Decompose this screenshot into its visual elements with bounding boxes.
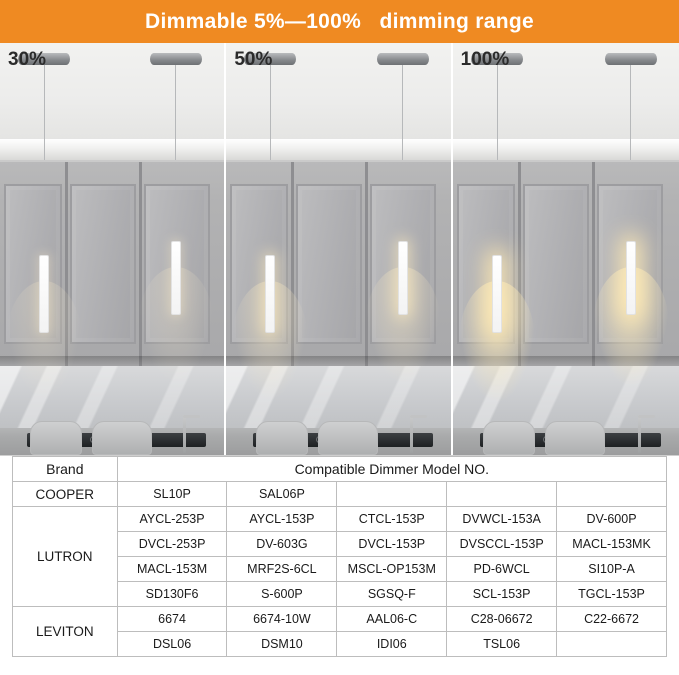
model-cell: IDI06	[337, 632, 447, 657]
model-cell	[337, 482, 447, 507]
model-cell: MSCL-OP153M	[337, 557, 447, 582]
pot	[483, 421, 535, 455]
model-cell	[447, 482, 557, 507]
model-cell: AAL06-C	[337, 607, 447, 632]
marble-backsplash	[0, 366, 224, 428]
model-cell: 6674-10W	[227, 607, 337, 632]
model-cell: PD-6WCL	[447, 557, 557, 582]
model-cell: 6674	[117, 607, 227, 632]
model-cell: CTCL-153P	[337, 507, 447, 532]
model-cell: TSL06	[447, 632, 557, 657]
model-cell	[557, 482, 667, 507]
marble-backsplash	[453, 366, 679, 428]
pot-2	[545, 421, 605, 455]
pendant-lamp-right	[171, 241, 181, 315]
brightness-label-50: 50%	[234, 49, 273, 70]
pot	[30, 421, 82, 455]
page-title: Dimmable 5%—100% dimming range	[145, 9, 534, 33]
lamp-canopy-right	[377, 53, 429, 65]
crown-molding	[453, 139, 679, 161]
header-models: Compatible Dimmer Model NO.	[117, 457, 666, 482]
photo-100	[453, 43, 679, 455]
pendant-lamp-left	[492, 255, 502, 333]
table-row	[13, 482, 667, 507]
header-banner	[0, 0, 679, 43]
model-cell: TGCL-153P	[557, 582, 667, 607]
model-cell: SGSQ-F	[337, 582, 447, 607]
model-cell: SL10P	[117, 482, 227, 507]
brand-lutron: LUTRON	[13, 507, 118, 607]
model-cell: MRF2S-6CL	[227, 557, 337, 582]
model-cell: AYCL-153P	[227, 507, 337, 532]
photo-strip	[0, 43, 679, 456]
kitchen-cabinets	[0, 160, 224, 366]
kitchen-cabinets	[226, 160, 450, 366]
model-cell: DVSCCL-153P	[447, 532, 557, 557]
pendant-lamp-right	[398, 241, 408, 315]
photo-30	[0, 43, 226, 455]
compatible-dimmer-table-wrap	[0, 456, 679, 675]
model-cell: MACL-153M	[117, 557, 227, 582]
brand-cooper: COOPER	[13, 482, 118, 507]
table-row	[13, 507, 667, 532]
model-cell: DVWCL-153A	[447, 507, 557, 532]
model-cell: DV-603G	[227, 532, 337, 557]
model-cell: DVCL-153P	[337, 532, 447, 557]
model-cell: C28-06672	[447, 607, 557, 632]
model-cell: DV-600P	[557, 507, 667, 532]
model-cell: S-600P	[227, 582, 337, 607]
table-row	[13, 607, 667, 632]
model-cell: MACL-153MK	[557, 532, 667, 557]
model-cell: DSL06	[117, 632, 227, 657]
pot-2	[318, 421, 378, 455]
faucet	[638, 415, 641, 453]
brightness-label-30: 30%	[8, 49, 47, 70]
photo-50	[226, 43, 452, 455]
pot	[256, 421, 308, 455]
model-cell: DSM10	[227, 632, 337, 657]
model-cell: SI10P-A	[557, 557, 667, 582]
model-cell: SD130F6	[117, 582, 227, 607]
lamp-canopy-right	[605, 53, 657, 65]
pendant-lamp-right	[626, 241, 636, 315]
model-cell: DVCL-253P	[117, 532, 227, 557]
model-cell: SCL-153P	[447, 582, 557, 607]
model-cell	[557, 632, 667, 657]
brightness-label-100: 100%	[460, 49, 510, 70]
model-cell: AYCL-253P	[117, 507, 227, 532]
brand-leviton: LEVITON	[13, 607, 118, 657]
faucet	[183, 415, 186, 453]
lamp-canopy-right	[150, 53, 202, 65]
table-header-row	[13, 457, 667, 482]
faucet	[410, 415, 413, 453]
model-cell: C22-6672	[557, 607, 667, 632]
crown-molding	[0, 139, 224, 161]
pot-2	[92, 421, 152, 455]
compatible-dimmer-table	[12, 456, 667, 657]
header-brand: Brand	[13, 457, 118, 482]
kitchen-cabinets	[453, 160, 679, 366]
pendant-lamp-left	[39, 255, 49, 333]
marble-backsplash	[226, 366, 450, 428]
pendant-lamp-left	[265, 255, 275, 333]
crown-molding	[226, 139, 450, 161]
model-cell: SAL06P	[227, 482, 337, 507]
